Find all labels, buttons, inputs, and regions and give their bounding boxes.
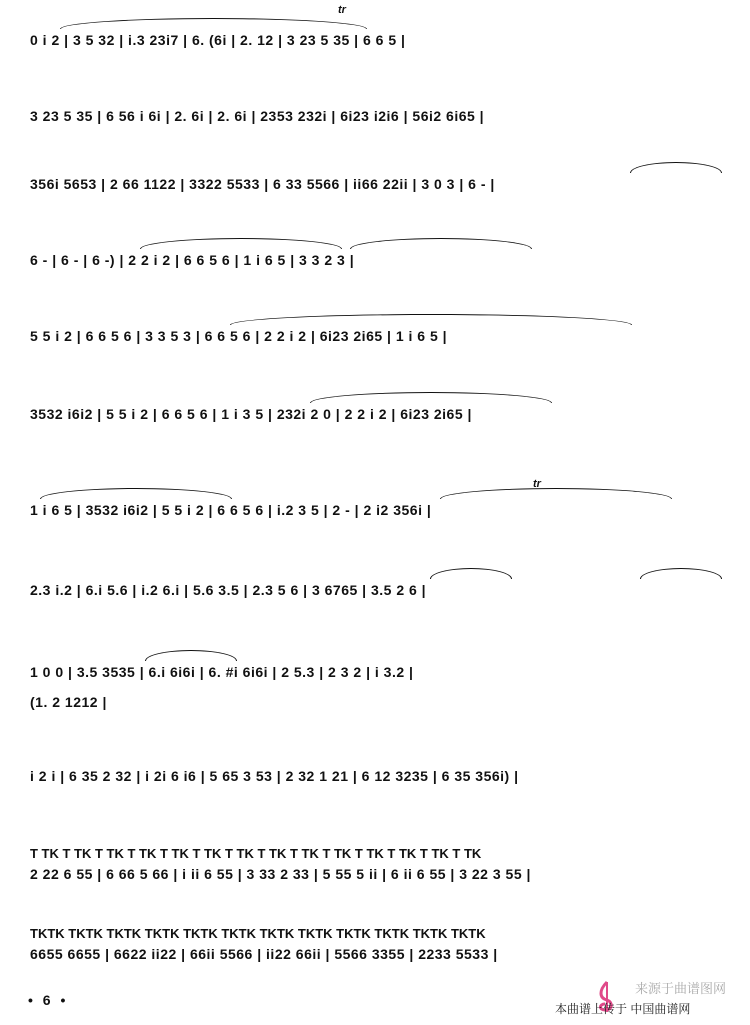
notation-line: 2.3 i.2 | 6.i 5.6 | i.2 6.i | 5.6 3.5 | 2.3 5 6 | 3 6765 | 3.5 2 6 | <box>30 582 427 598</box>
notation-line: 2 22 6 55 | 6 66 5 66 | i ii 6 55 | 3 33 2 33 | 5 55 5 ii | 6 ii 6 55 | 3 22 3 55 | <box>30 866 531 882</box>
slur-mark <box>40 488 232 499</box>
notation-line: 6 - | 6 - | 6 -) | 2 2 i 2 | 6 6 5 6 | 1 i 6 5 | 3 3 2 3 | <box>30 252 355 268</box>
score-row-9b <box>30 690 730 718</box>
notation-line: 3532 i6i2 | 5 5 i 2 | 6 6 5 6 | 1 i 3 5 | 232i 2 0 | 2 2 i 2 | 6i23 2i65 | <box>30 406 472 422</box>
notation-line: 356i 5653 | 2 66 1122 | 3322 5533 | 6 33 5566 | ii66 22ii | 3 0 3 | 6 - | <box>30 176 495 192</box>
score-row-6 <box>30 390 730 436</box>
watermark-credit: 本曲谱上传于 中国曲谱网 <box>555 1002 691 1016</box>
slur-mark <box>60 18 367 29</box>
slur-mark <box>350 238 532 249</box>
page-number: • 6 • <box>28 992 69 1008</box>
slur-mark <box>145 650 237 661</box>
notation-line: 3 23 5 35 | 6 56 i 6i | 2. 6i | 2. 6i | 2353 232i | 6i23 i2i6 | 56i2 6i65 | <box>30 108 485 124</box>
score-row-2 <box>30 92 730 138</box>
notation-line: 1 i 6 5 | 3532 i6i2 | 5 5 i 2 | 6 6 5 6 | i.2 3 5 | 2 - | 2 i2 356i | <box>30 502 432 518</box>
score-row-9 <box>30 648 730 694</box>
score-row-4 <box>30 236 730 282</box>
notation-line: 1 0 0 | 3.5 3535 | 6.i 6i6i | 6. #i 6i6i | 2 5.3 | 2 3 2 | i 3.2 | <box>30 664 414 680</box>
slur-mark <box>310 392 552 403</box>
watermark <box>555 978 745 1018</box>
notation-line: 5 5 i 2 | 6 6 5 6 | 3 3 5 3 | 6 6 5 6 | 2 2 i 2 | 6i23 2i65 | 1 i 6 5 | <box>30 328 448 344</box>
score-row-10 <box>30 752 730 798</box>
slur-mark <box>640 568 722 579</box>
trill-mark: tr <box>338 4 346 16</box>
score-row-3 <box>30 160 730 206</box>
slur-mark <box>630 162 722 173</box>
score-row-7 <box>30 486 730 532</box>
tonguing-line: TKTK TKTK TKTK TKTK TKTK TKTK TKTK TKTK TKTK TKTK TKTK TKTK <box>30 926 486 941</box>
trill-mark: tr <box>533 478 541 490</box>
watermark-text: 来源于曲谱图网 <box>635 981 727 996</box>
score-row-5 <box>30 312 730 358</box>
notation-line: i 2 i | 6 35 2 32 | i 2i 6 i6 | 5 65 3 53 | 2 32 1 21 | 6 12 3235 | 6 35 356i) | <box>30 768 519 784</box>
score-row-11 <box>30 846 730 892</box>
notation-line: 6655 6655 | 6622 ii22 | 66ii 5566 | ii22 66ii | 5566 3355 | 2233 5533 | <box>30 946 498 962</box>
notation-line: (1. 2 1212 | <box>30 694 107 710</box>
score-row-12 <box>30 926 730 972</box>
slur-mark <box>430 568 512 579</box>
tonguing-line: T TK T TK T TK T TK T TK T TK T TK T TK T TK T TK T TK T TK T TK T TK <box>30 846 482 861</box>
slur-mark <box>140 238 342 249</box>
slur-mark <box>230 314 632 325</box>
slur-mark <box>440 488 672 499</box>
score-row-1 <box>30 16 730 62</box>
score-row-8 <box>30 566 730 612</box>
notation-line: 0 i 2 | 3 5 32 | i.3 23i7 | 6. (6i | 2. 12 | 3 23 5 35 | 6 6 5 | <box>30 32 406 48</box>
